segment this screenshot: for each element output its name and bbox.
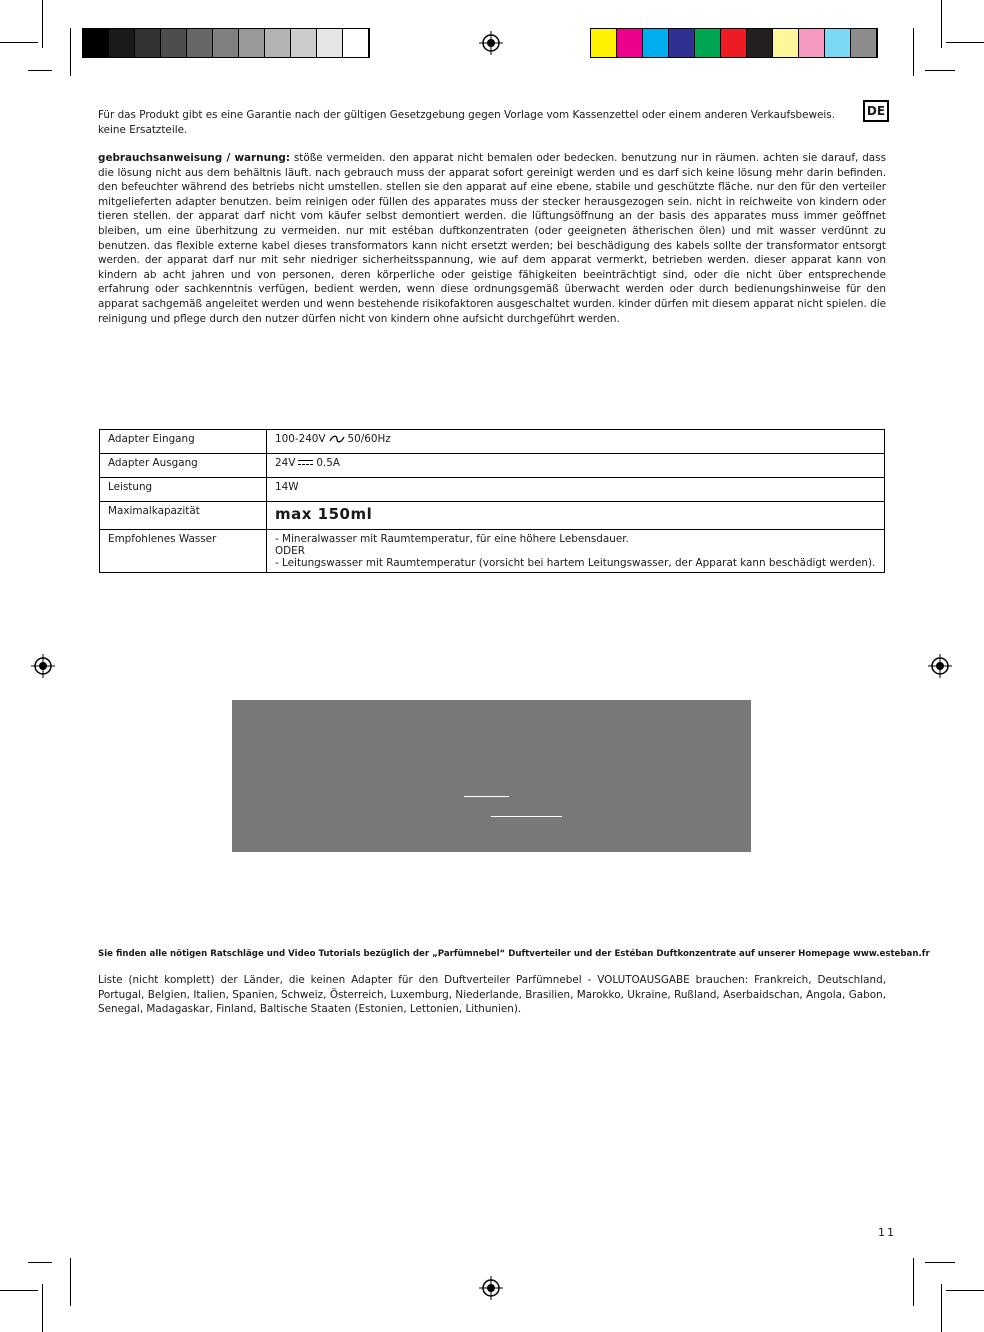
- crop-mark: [925, 70, 955, 71]
- crop-mark: [0, 42, 38, 43]
- instructions-body: stöße vermeiden. den apparat nicht bemalen oder bedecken. benutzung nur in räumen. achten sie darauf, dass die lösung nicht aus dem behältnis läuft. nach gebrauch muss der apparat sofort gereinigt werden und es darf sich keine lösung mehr darin befinden. den befeuchter während des betriebs nicht umstellen. stellen sie den apparat auf eine ebene, stabile und geschützte fläche. nur den für den verteiler mitgelieferten adapter benutzen. beim reinigen oder füllen des apparates muss der stecker herausgezogen sein. nicht in reichweite von kindern oder tieren stellen. der apparat darf nicht vom käufer selbst demontiert werden. die lüftungsöffnung an der basis des apparates muss immer geöffnet bleiben, um eine überhitzung zu vermeiden. nur mit estéban duftkonzentraten (oder geeigneten ätherischen ölen) und mit wasser verdünnt zu benutzen. das flexible externe kabel dieses transformators kann nicht ersetzt werden; bei beschädigung des kabels sollte der transformator entsorgt werden. der apparat darf nur mit sehr niedriger sicherheitsspannung, wie auf dem apparat vermerkt, betrieben werden. dieser apparat kann von kindern ab acht jahren und von personen, deren körperliche oder geistige fähigkeiten beeinträchtigt sind, oder die nicht über entsprechende erfahrung oder sachkenntnis verfügen, bedient werden, wenn diese ordnungsgemäß überwacht werden oder durch bedienungshinweise für den apparat sachgemäß angeleitet werden und wenn bestehende risikofaktoren ausgeschaltet wurden. kinder dürfen mit diesem apparat nicht spielen. die reinigung und pflege durch den nutzer dürfen nicht von kindern ohne aufsicht durchgeführt werden.: [98, 152, 886, 325]
- color-swatch: [109, 29, 135, 57]
- spec-value: [267, 530, 885, 573]
- color-swatch: [161, 29, 187, 57]
- spec-label: Adapter Eingang: [100, 430, 267, 454]
- color-swatch: [135, 29, 161, 57]
- crop-mark: [913, 28, 914, 76]
- spec-value-part: 100-240V: [275, 433, 326, 445]
- countries-paragraph: Liste (nicht komplett) der Länder, die keinen Adapter für den Duftverteiler Parfümnebel - VOLUTOAUSGABE brauchen: Frankreich, Deutschland, Portugal, Belgien, Italien, Spanien, Schweiz, Österreich, Luxemburg, Niederlande, Brasilien, Marokko, Ukraine, Rußland, Aserbaidschan, Angola, Gabon, Senegal, Madagaskar, Finland, Baltische Staaten (Estonien, Lettonien, Lithunien).: [98, 974, 886, 1016]
- instructions-paragraph: [98, 151, 886, 326]
- color-swatch: [747, 29, 773, 57]
- table-row: [100, 478, 885, 502]
- spec-value-part: 0.5A: [316, 457, 340, 469]
- crop-mark: [70, 28, 71, 76]
- color-swatch: [617, 29, 643, 57]
- color-swatch: [721, 29, 747, 57]
- warranty-line: keine Ersatzteile.: [98, 123, 188, 136]
- crop-mark: [946, 1290, 984, 1291]
- water-line: ODER: [275, 545, 305, 557]
- underline-mark: [491, 816, 562, 817]
- color-swatch: [213, 29, 239, 57]
- color-swatch: [83, 29, 109, 57]
- color-swatch: [643, 29, 669, 57]
- language-badge: DE: [863, 100, 889, 122]
- spec-value-part: 50/60Hz: [347, 433, 391, 445]
- registration-mark-icon: [479, 31, 503, 55]
- spec-value-part: 24V: [275, 457, 296, 469]
- spec-value: [267, 454, 885, 478]
- color-swatch: [343, 29, 369, 57]
- spec-label: Maximalkapazität: [100, 502, 267, 530]
- color-calibration-bar: [590, 28, 878, 58]
- color-swatch: [773, 29, 799, 57]
- spec-value: [267, 430, 885, 454]
- crop-mark: [946, 42, 984, 43]
- color-swatch: [851, 29, 877, 57]
- color-swatch: [187, 29, 213, 57]
- crop-mark: [925, 1262, 955, 1263]
- color-swatch: [695, 29, 721, 57]
- crop-mark: [941, 0, 942, 48]
- spec-label: Adapter Ausgang: [100, 454, 267, 478]
- crop-mark: [28, 1262, 52, 1263]
- crop-mark: [0, 1290, 38, 1291]
- table-row: [100, 454, 885, 478]
- color-swatch: [239, 29, 265, 57]
- gray-calibration-bar: [82, 28, 370, 58]
- crop-mark: [913, 1258, 914, 1306]
- crop-mark: [70, 1258, 71, 1306]
- registration-mark-icon: [928, 654, 952, 678]
- color-swatch: [317, 29, 343, 57]
- instructions-heading: gebrauchsanweisung / warnung:: [98, 152, 290, 164]
- dc-current-icon: [298, 459, 313, 467]
- water-line: - Mineralwasser mit Raumtemperatur, für eine höhere Lebensdauer.: [275, 533, 629, 545]
- color-swatch: [265, 29, 291, 57]
- spec-value: 14W: [267, 478, 885, 502]
- grey-image-area: [232, 700, 751, 852]
- registration-mark-icon: [31, 654, 55, 678]
- crop-mark: [42, 0, 43, 48]
- tips-text: Sie finden alle nötigen Ratschläge und Video Tutorials bezüglich der „Parfümnebel“ Duftverteiler und der Estéban Duftkonzentrate auf unserer Homepage www.esteban.fr: [98, 949, 930, 959]
- specification-table: [99, 429, 885, 573]
- table-row: [100, 530, 885, 573]
- spec-label: Leistung: [100, 478, 267, 502]
- underline-mark: [464, 796, 509, 797]
- table-row: [100, 502, 885, 530]
- color-swatch: [799, 29, 825, 57]
- color-swatch: [669, 29, 695, 57]
- water-line: - Leitungswasser mit Raumtemperatur (vorsicht bei hartem Leitungswasser, der Apparat kann beschädigt werden).: [275, 557, 876, 569]
- table-row: [100, 430, 885, 454]
- ac-current-icon: [329, 435, 345, 443]
- page-number: 11: [878, 1226, 896, 1239]
- crop-mark: [28, 70, 52, 71]
- warranty-text: [98, 108, 886, 137]
- color-swatch: [825, 29, 851, 57]
- crop-mark: [42, 1284, 43, 1332]
- warranty-line: Für das Produkt gibt es eine Garantie nach der gültigen Gesetzgebung gegen Vorlage vom Kassenzettel oder einem anderen Verkaufsbeweis.: [98, 109, 836, 121]
- color-swatch: [591, 29, 617, 57]
- registration-mark-icon: [479, 1276, 503, 1300]
- spec-value: max 150ml: [267, 502, 885, 530]
- spec-label: Empfohlenes Wasser: [100, 530, 267, 573]
- color-swatch: [291, 29, 317, 57]
- crop-mark: [941, 1284, 942, 1332]
